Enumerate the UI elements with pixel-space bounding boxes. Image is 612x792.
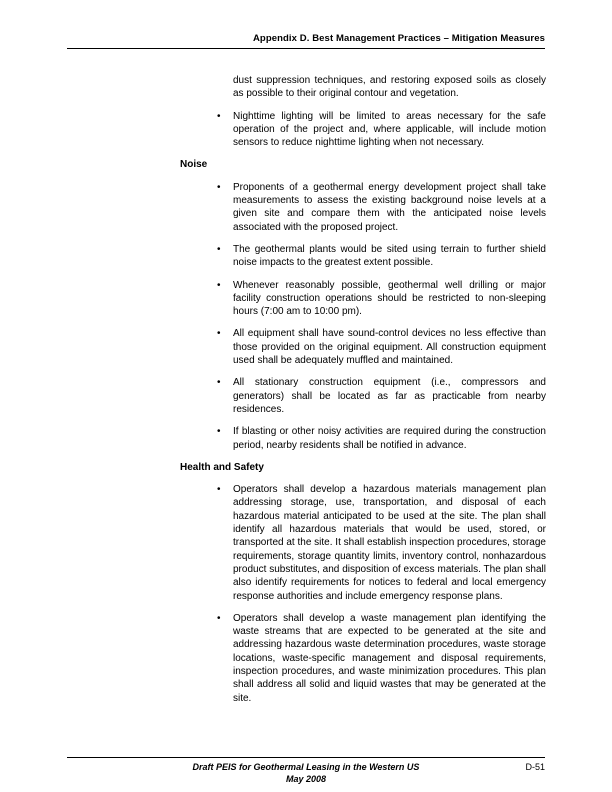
page-number: D-51 bbox=[525, 762, 545, 772]
footer-date: May 2008 bbox=[285, 774, 327, 784]
section-heading-health-and-safety: Health and Safety bbox=[180, 461, 264, 473]
page-header bbox=[67, 33, 545, 44]
section-heading-noise: Noise bbox=[180, 159, 208, 171]
bullet-item bbox=[217, 612, 546, 705]
page-footer bbox=[67, 762, 545, 784]
bullet-marker: • bbox=[217, 484, 221, 496]
bullet-text: If blasting or other noisy activities are required during the construction period, nearby residents shall be notified in advance. bbox=[233, 426, 546, 451]
bullet-marker: • bbox=[217, 110, 221, 122]
page-content bbox=[180, 74, 546, 714]
paragraph-continuation: dust suppression techniques, and restoring exposed soils as closely as possible to their original contour and vegetation. bbox=[233, 75, 546, 100]
bullet-text: Whenever reasonably possible, geothermal well drilling or major facility construction operations should be restricted to non-sleeping hours (7:00 am to 10:00 pm). bbox=[233, 279, 546, 318]
bullet-item bbox=[217, 243, 546, 270]
bullet-text: All stationary construction equipment (i.e., compressors and generators) shall be located as far as practicable from nearby residences. bbox=[233, 377, 546, 415]
bullet-marker: • bbox=[217, 181, 221, 193]
bullet-marker: • bbox=[217, 377, 221, 389]
bullet-text: Operators shall develop a hazardous materials management plan addressing storage, use, transportation, and disposal of each hazardous material anticipated to be used at the site. The plan shall identify all hazardous materials that would be used, stored, or transported at the site. It shall establish inspection procedures, storage requirements, storage quantity limits, inventory control, nonhazardous product substitutes, and disposition of excess materials. The plan shall also identify requirements for notices to federal and local emergency response authorities and include emergency response plans. bbox=[233, 484, 546, 602]
bullet-marker: • bbox=[217, 279, 221, 291]
bullet-item bbox=[217, 376, 546, 416]
header-rule bbox=[67, 48, 545, 49]
bullet-text: The geothermal plants would be sited using terrain to further shield noise impacts to the greatest extent possible. bbox=[233, 243, 546, 269]
bullet-item bbox=[217, 181, 546, 234]
bullet-item bbox=[217, 483, 546, 603]
bullet-marker: • bbox=[217, 426, 221, 438]
bullet-item bbox=[217, 279, 546, 319]
bullet-item bbox=[217, 425, 546, 452]
bullet-item bbox=[217, 327, 546, 367]
bullet-text: All equipment shall have sound-control devices no less effective than those provided on the original equipment. All construction equipment used shall be adequately muffled and maintained. bbox=[233, 328, 546, 367]
footer-line bbox=[67, 762, 545, 772]
bullet-marker: • bbox=[217, 612, 221, 624]
bullet-text: Proponents of a geothermal energy development project shall take measurements to assess the existing background noise levels at a given site and compare them with the anticipated noise levels associated with the proposed project. bbox=[233, 181, 546, 233]
bullet-text: Nighttime lighting will be limited to areas necessary for the safe operation of the project and, where applicable, will include motion sensors to reduce nighttime lighting when not necessary. bbox=[233, 110, 546, 149]
bullet-text: Operators shall develop a waste management plan identifying the waste streams that are expected to be generated at the site and addressing hazardous waste determination procedures, waste storage locations, waste-specific management and disposal requirements, inspection procedures, and waste minimization procedures. This plan shall address all solid and liquid wastes that may be generated at the site. bbox=[233, 612, 546, 704]
footer-rule bbox=[67, 757, 545, 758]
header-title: Appendix D. Best Management Practices – Mitigation Measures bbox=[252, 33, 545, 44]
footer-document-title: Draft PEIS for Geothermal Leasing in the Western US bbox=[192, 762, 420, 772]
bullet-marker: • bbox=[217, 243, 221, 255]
bullet-marker: • bbox=[217, 328, 221, 340]
bullet-item bbox=[217, 110, 546, 150]
